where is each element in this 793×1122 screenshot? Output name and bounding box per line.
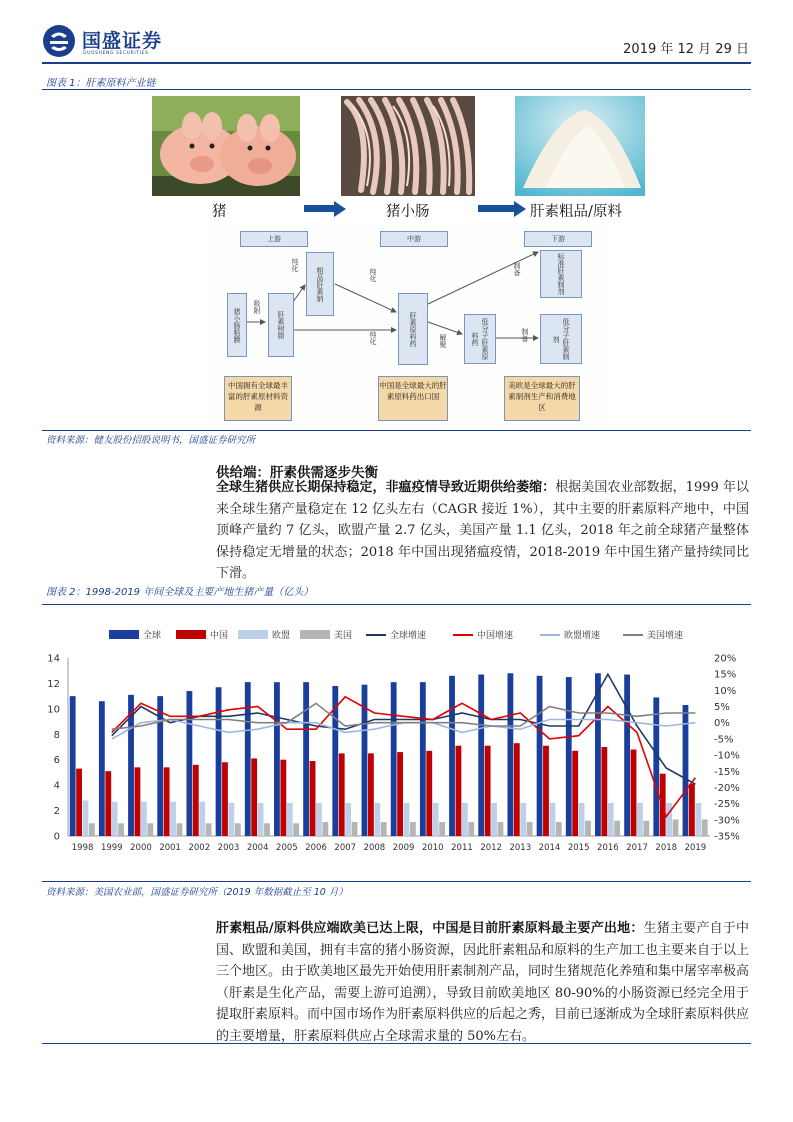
bar-3-2018 xyxy=(673,819,679,836)
bar-0-2018 xyxy=(653,697,659,836)
bar-1-2009 xyxy=(397,752,403,836)
bar-1-2017 xyxy=(631,750,637,836)
section2-paragraph xyxy=(216,918,749,1047)
bar-0-1999 xyxy=(99,701,105,836)
section2-lead: 肝素粗品/原料供应端欧美已达上限，中国是目前肝素原料最主要产出地： xyxy=(216,921,644,936)
box-heparin-resin: 肝素树脂 xyxy=(268,293,294,357)
x-tick-label: 2016 xyxy=(597,843,619,853)
box-crude-heparin: 粗品肝素钠 xyxy=(306,252,334,316)
section1-heading: 供给端：肝素供需逐步失衡 xyxy=(216,465,378,481)
bar-3-2003 xyxy=(235,823,241,836)
bar-0-2016 xyxy=(595,673,601,836)
box-lmwh-api: 低分子肝素原料药 xyxy=(464,314,496,364)
section2-text: 生猪主要产自于中国、欧盟和美国，拥有丰富的猪小肠资源，因此肝素粗品和原料的生产加工也主要来自于以上三个地区。由于欧美地区最先开始使用肝素制剂产品，同时生猪规范化养殖和集中屠宰率极高（肝素是生化产品，需要上游可追溯），导致目前欧美地区 80-90%的小肠资源已经完全用于提取肝素原料。而中国市场作为肝素原料供应的后起之秀，目前已逐渐成为全球肝素原料供应的主要增量，肝素原料供应占全球需求量的 50%左右。 xyxy=(216,921,750,1044)
bar-3-2010 xyxy=(439,822,445,836)
bar-3-1998 xyxy=(89,823,95,836)
y-tick-label: 6 xyxy=(53,755,60,767)
legend-label-china: 中国 xyxy=(210,631,229,641)
bar-1-2002 xyxy=(193,765,199,836)
y-tick-label: 8 xyxy=(53,729,60,741)
bar-0-2017 xyxy=(624,675,630,836)
bar-2-2014 xyxy=(550,803,556,836)
bar-3-2012 xyxy=(498,822,504,836)
bar-3-1999 xyxy=(118,823,124,836)
y-tick-label: 0 xyxy=(53,831,60,843)
stage-upstream: 上游 xyxy=(240,231,308,247)
bar-1-2016 xyxy=(601,747,607,836)
bar-3-2002 xyxy=(206,823,212,836)
x-tick-label: 2006 xyxy=(305,843,327,853)
bar-1-2011 xyxy=(456,746,462,836)
footer-rule xyxy=(42,1043,751,1044)
bar-0-2009 xyxy=(391,682,397,836)
y2-tick-label: -5% xyxy=(714,734,734,746)
bar-2-2008 xyxy=(374,803,380,836)
x-tick-label: 2019 xyxy=(684,843,707,853)
x-tick-label: 2003 xyxy=(217,843,240,853)
bar-3-2016 xyxy=(614,821,620,836)
line-series-0 xyxy=(112,674,696,784)
bar-2-1999 xyxy=(112,802,118,836)
bar-3-2013 xyxy=(527,822,533,836)
x-tick-label: 2010 xyxy=(421,843,444,853)
y2-tick-label: 10% xyxy=(714,685,737,697)
x-tick-label: 2012 xyxy=(480,843,502,853)
figure2-source: 资料来源：美国农业部，国盛证券研究所（2019 年数据截止至 10 月） xyxy=(46,887,348,898)
x-tick-label: 2002 xyxy=(188,843,211,853)
bar-3-2008 xyxy=(381,822,387,836)
legend-label-us-growth: 美国增速 xyxy=(647,631,684,641)
note-us-eu-market: 美欧是全球最大的肝素制剂生产和消费地区 xyxy=(504,376,580,421)
bar-3-2001 xyxy=(177,823,183,836)
x-tick-label: 2018 xyxy=(655,843,678,853)
y2-tick-label: -35% xyxy=(714,831,740,843)
line-series-1 xyxy=(112,697,696,817)
bar-3-2006 xyxy=(322,822,328,836)
y2-tick-label: -15% xyxy=(714,766,740,778)
x-tick-label: 2000 xyxy=(130,843,152,853)
chain-label-heparin: 肝素粗品/原料 xyxy=(530,204,622,220)
bar-1-2014 xyxy=(543,746,549,836)
stage-midstream: 中游 xyxy=(380,231,448,247)
bar-2-2019 xyxy=(695,803,701,836)
bar-3-2009 xyxy=(410,822,416,836)
y-tick-label: 10 xyxy=(47,704,60,716)
bar-0-2003 xyxy=(216,687,222,836)
bar-2-2003 xyxy=(229,803,235,836)
edge-prepare-1: 制备 xyxy=(513,262,521,276)
logo-text: 国盛证券 xyxy=(82,30,163,52)
bar-1-2007 xyxy=(339,753,345,836)
x-tick-label: 2014 xyxy=(538,843,561,853)
bar-3-2005 xyxy=(293,823,299,836)
legend-label-eu: 欧盟 xyxy=(272,631,291,641)
bar-2-2012 xyxy=(491,803,497,836)
edge-purify-2: 纯化 xyxy=(369,268,377,282)
bar-1-2013 xyxy=(514,743,520,836)
legend-label-us: 美国 xyxy=(334,631,353,641)
x-tick-label: 2017 xyxy=(626,843,648,853)
chain-label-pig: 猪 xyxy=(212,204,227,220)
y-tick-label: 2 xyxy=(53,806,60,818)
bar-2-2011 xyxy=(462,803,468,836)
legend-label-global: 全球 xyxy=(143,631,162,641)
bar-1-1998 xyxy=(76,769,82,836)
bar-0-2013 xyxy=(507,673,513,836)
bar-1-2000 xyxy=(135,767,141,836)
y2-tick-label: 5% xyxy=(714,702,730,714)
report-date: 2019 年 12 月 29 日 xyxy=(623,42,749,57)
bar-2-2017 xyxy=(637,803,643,836)
bar-1-2003 xyxy=(222,762,228,836)
bar-3-2019 xyxy=(702,819,708,836)
bar-3-2004 xyxy=(264,823,270,836)
bar-3-2007 xyxy=(352,822,358,836)
bar-0-2015 xyxy=(566,677,572,836)
y2-tick-label: -20% xyxy=(714,782,740,794)
bar-2-2009 xyxy=(404,803,410,836)
y2-tick-label: 0% xyxy=(714,718,730,730)
bar-1-2010 xyxy=(426,751,432,836)
legend-label-china-growth: 中国增速 xyxy=(477,631,514,641)
legend-label-global-growth: 全球增速 xyxy=(390,631,427,641)
x-tick-label: 2015 xyxy=(567,843,590,853)
bar-0-2006 xyxy=(303,682,309,836)
bar-0-2014 xyxy=(537,676,543,836)
bar-3-2000 xyxy=(147,823,153,836)
bar-0-2012 xyxy=(478,675,484,836)
bar-1-2008 xyxy=(368,753,374,836)
bar-2-2000 xyxy=(141,802,147,836)
note-china-exporter: 中国是全球最大的肝素原料药出口国 xyxy=(378,376,448,421)
x-tick-label: 2001 xyxy=(159,843,181,853)
bar-0-1998 xyxy=(70,696,76,836)
edge-purify-3: 纯化 xyxy=(369,331,377,345)
bar-0-2005 xyxy=(274,682,280,836)
x-tick-label: 1999 xyxy=(100,843,123,853)
bar-0-2004 xyxy=(245,682,251,836)
box-intestine-mucosa: 猪小肠粘膜 xyxy=(227,293,247,357)
x-tick-label: 2004 xyxy=(246,843,269,853)
bar-1-2005 xyxy=(280,760,286,836)
x-tick-label: 2008 xyxy=(363,843,386,853)
x-tick-label: 2011 xyxy=(451,843,473,853)
y2-tick-label: 20% xyxy=(714,653,737,665)
legend-label-eu-growth: 欧盟增速 xyxy=(564,631,601,641)
bar-1-2006 xyxy=(310,761,316,836)
bar-0-2010 xyxy=(420,682,426,836)
x-tick-label: 2013 xyxy=(509,843,532,853)
y-tick-label: 12 xyxy=(47,678,60,690)
bar-2-2016 xyxy=(608,803,614,836)
section1-lead: 全球生猪供应长期保持稳定，非瘟疫情导致近期供给萎缩： xyxy=(216,480,556,495)
box-standard-heparin: 标准肝素制剂 xyxy=(540,250,582,298)
x-tick-label: 2007 xyxy=(334,843,357,853)
y2-tick-label: -30% xyxy=(714,815,740,827)
logo-subtitle: GUOSHENG SECURITIES xyxy=(83,51,149,56)
bar-3-2015 xyxy=(585,821,591,836)
bar-2-2007 xyxy=(345,803,351,836)
bar-2-2010 xyxy=(433,803,439,836)
bar-2-2002 xyxy=(199,802,205,836)
edge-purify-1: 纯化 xyxy=(291,258,299,272)
bar-3-2014 xyxy=(556,822,562,836)
edge-depolymerize: 解聚 xyxy=(439,334,447,348)
edge-adsorb: 吸附 xyxy=(253,300,261,314)
bar-2-2004 xyxy=(258,803,264,836)
y-tick-label: 14 xyxy=(47,653,60,665)
box-lmwh-prep: 低分子肝素制剂 xyxy=(540,314,582,364)
bar-1-2019 xyxy=(689,784,695,836)
bar-3-2011 xyxy=(468,822,474,836)
bar-2-2005 xyxy=(287,803,293,836)
stage-downstream: 下游 xyxy=(524,231,592,247)
chain-label-intestine: 猪小肠 xyxy=(386,204,430,220)
x-tick-label: 2005 xyxy=(276,843,298,853)
edge-prepare-2: 制备 xyxy=(521,328,529,342)
bar-2-2015 xyxy=(579,803,585,836)
bar-0-2002 xyxy=(186,691,192,836)
y2-tick-label: -10% xyxy=(714,750,740,762)
bar-1-2012 xyxy=(485,746,491,836)
figure2-bottom-rule xyxy=(42,881,751,882)
y-tick-label: 4 xyxy=(53,780,60,792)
bar-1-1999 xyxy=(105,771,111,836)
bar-1-2001 xyxy=(164,767,170,836)
figure2-caption: 图表 2：1998-2019 年间全球及主要产地生猪产量（亿头） xyxy=(46,587,314,598)
bar-2-2018 xyxy=(666,803,672,836)
section1-text: 根据美国农业部数据，1999 年以来全球生猪产量稳定在 12 亿头左右（CAGR 接近 1%），其中主要的肝素原料产地中，中国顶峰产量约 7 亿头，欧盟产量 2.7 亿头，美国产量 1.1 亿头，2018 年之前全球猪产量整体保持稳定无增量的状态；2018 年中国出现猪瘟疫情，2018-2019 年中国生猪产量持续同比下滑。 xyxy=(216,480,749,581)
figure1-source: 资料来源：健友股份招股说明书，国盛证券研究所 xyxy=(46,435,256,446)
bar-3-2017 xyxy=(643,821,649,836)
bar-2-2006 xyxy=(316,803,322,836)
bar-2-2013 xyxy=(520,803,526,836)
bar-2-1998 xyxy=(83,800,89,836)
figure1-caption: 图表 1：肝素原料产业链 xyxy=(46,78,156,89)
box-heparin-api: 肝素原料药 xyxy=(398,293,428,365)
y2-tick-label: -25% xyxy=(714,799,740,811)
bar-1-2004 xyxy=(251,758,257,836)
bar-1-2015 xyxy=(572,751,578,836)
bar-2-2001 xyxy=(170,802,176,836)
note-china-resources: 中国拥有全球最丰富的肝素原材料资源 xyxy=(224,376,292,421)
bar-0-2011 xyxy=(449,676,455,836)
y2-tick-label: 15% xyxy=(714,669,737,681)
x-tick-label: 2009 xyxy=(392,843,415,853)
x-tick-label: 1998 xyxy=(71,843,94,853)
